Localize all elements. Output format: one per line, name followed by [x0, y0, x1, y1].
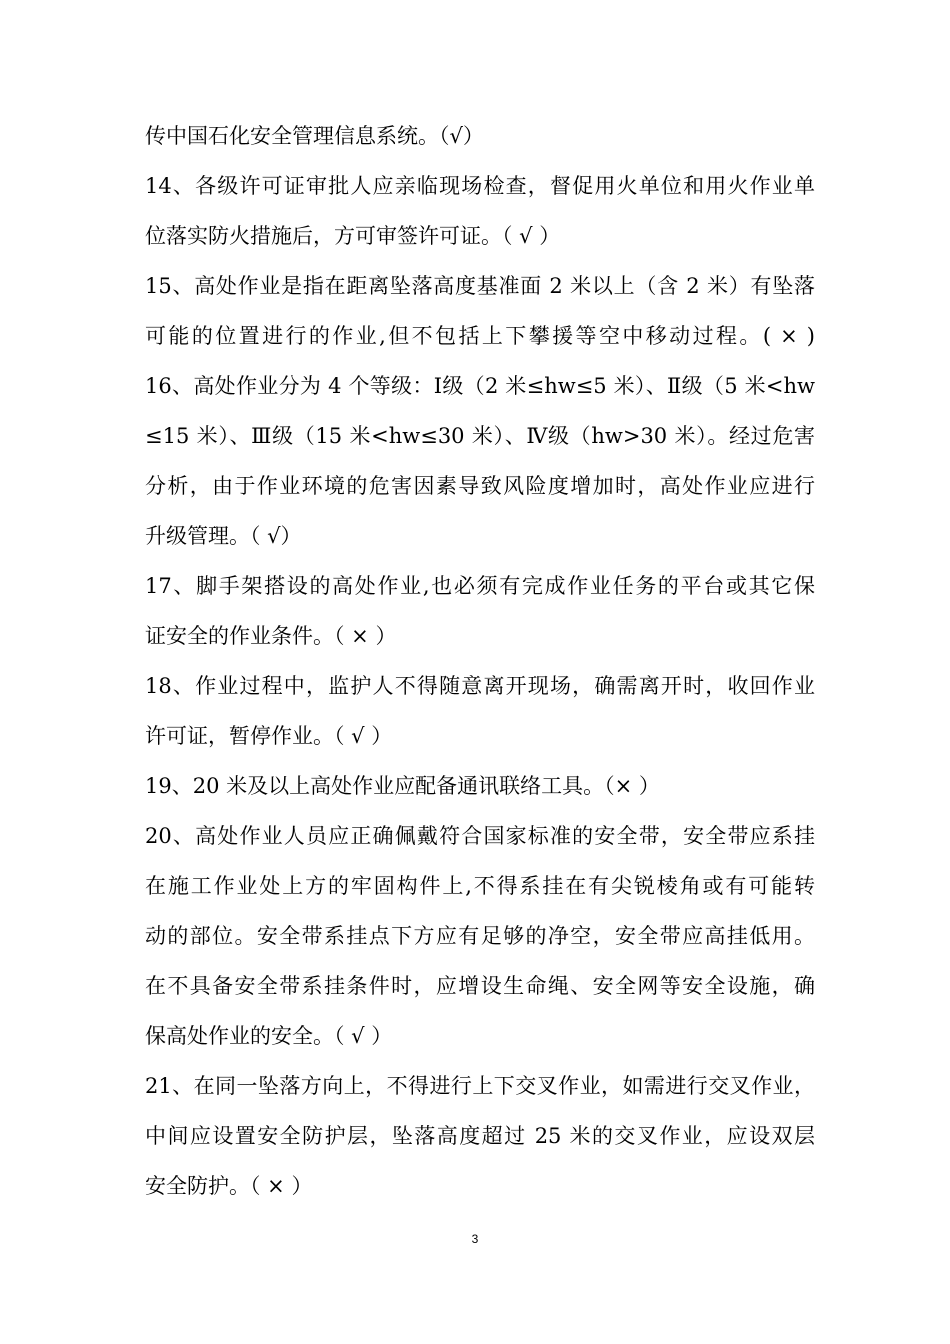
- page-number: 3: [471, 1232, 479, 1246]
- text-line: 传中国石化安全管理信息系统。（√）: [145, 124, 484, 148]
- text-line: 证安全的作业条件。（ × ）: [145, 624, 397, 648]
- text-line: 16、高处作业分为 4 个等级：Ⅰ级（2 米≤hw≤5 米）、Ⅱ级（5 米<hw: [145, 374, 815, 398]
- text-line: 21、在同一坠落方向上，不得进行上下交叉作业，如需进行交叉作业，: [145, 1074, 815, 1098]
- text-line: 位落实防火措施后，方可审签许可证。（ √ ）: [145, 224, 561, 248]
- text-line: 中间应设置安全防护层，坠落高度超过 25 米的交叉作业，应设双层: [145, 1124, 815, 1148]
- text-line: 可能的位置进行的作业,但不包括上下攀援等空中移动过程。( × ): [145, 324, 815, 348]
- text-line: 在不具备安全带系挂条件时，应增设生命绳、安全网等安全设施，确: [145, 974, 815, 998]
- text-line: 17、脚手架搭设的高处作业,也必须有完成作业任务的平台或其它保: [145, 574, 815, 598]
- text-line: 20、高处作业人员应正确佩戴符合国家标准的安全带，安全带应系挂: [145, 824, 815, 848]
- text-line: 14、各级许可证审批人应亲临现场检查，督促用火单位和用火作业单: [145, 174, 815, 198]
- text-line: 在施工作业处上方的牢固构件上,不得系挂在有尖锐棱角或有可能转: [145, 874, 815, 898]
- text-line: 分析，由于作业环境的危害因素导致风险度增加时，高处作业应进行: [145, 474, 815, 498]
- text-line: 升级管理。（ √）: [145, 524, 302, 548]
- text-line: ≤15 米）、Ⅲ级（15 米<hw≤30 米）、Ⅳ级（hw>30 米）。经过危害: [145, 424, 815, 448]
- text-line: 保高处作业的安全。（ √ ）: [145, 1024, 393, 1048]
- text-line: 动的部位。安全带系挂点下方应有足够的净空，安全带应高挂低用。: [145, 924, 815, 948]
- text-line: 15、高处作业是指在距离坠落高度基准面 2 米以上（含 2 米）有坠落: [145, 274, 815, 298]
- text-line: 19、20 米及以上高处作业应配备通讯联络工具。（× ）: [145, 774, 660, 798]
- text-line: 许可证，暂停作业。（ √ ）: [145, 724, 393, 748]
- text-line: 安全防护。（ × ）: [145, 1174, 313, 1198]
- text-line: 18、作业过程中，监护人不得随意离开现场，确需离开时，收回作业: [145, 674, 815, 698]
